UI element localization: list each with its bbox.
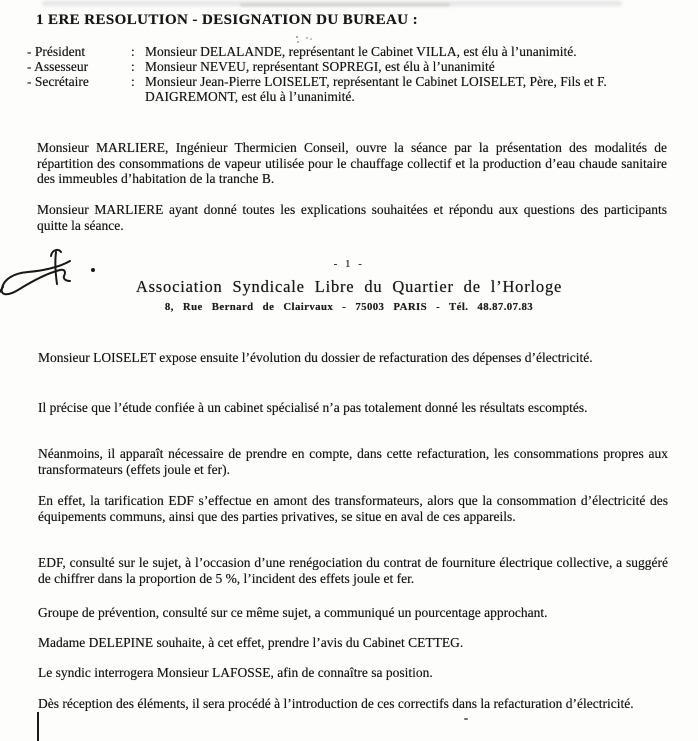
scan-stray-line-artifact (37, 712, 39, 741)
bureau-colon: : (131, 59, 135, 74)
bureau-role-text: Monsieur NEVEU, représentant SOPREGI, est élu à l’unanimité (145, 59, 495, 74)
page-number: - 1 - (333, 258, 365, 270)
scan-speck-artifact (464, 718, 468, 720)
scan-smudge-artifact (240, 3, 450, 7)
paragraph-delepine-cetteg: Madame DELEPINE souhaite, à cet effet, prendre l’avis du Cabinet CETTEG. (38, 635, 464, 650)
scan-speck-artifact (296, 36, 298, 38)
bureau-list (27, 44, 675, 104)
letterhead-organization-name: Association Syndicale Libre du Quartier de l’Horloge (135, 277, 563, 296)
bureau-role-text: Monsieur DELALANDE, représentant le Cabinet VILLA, est élu à l’unanimité. (145, 44, 577, 59)
paragraph-edf-consulte: EDF, consulté sur le sujet, à l’occasion d’une renégociation du contrat de fourniture électrique collective, a suggéré de chiffrer dans la proportion de 5 %, l’incident des effets joule et fer. (38, 555, 668, 586)
bureau-role-label: - Assesseur (27, 59, 89, 74)
resolution-title: 1 ERE RESOLUTION - DESIGNATION DU BUREAU : (36, 12, 418, 28)
paragraph-neanmoins-transformateurs: Néanmoins, il apparaît nécessaire de prendre en compte, dans cette refacturation, les consommations propres aux transformateurs (effets joule et fer). (38, 446, 668, 477)
paragraph-groupe-prevention: Groupe de prévention, consulté sur ce même sujet, a communiqué un pourcentage approchant. (38, 605, 548, 620)
bureau-role-label: - Président (27, 44, 86, 59)
paragraph-reception-elements: Dès réception des éléments, il sera procédé à l’introduction de ces correctifs dans la refacturation d’électricité. (38, 696, 634, 711)
paragraph-etude-cabinet: Il précise que l’étude confiée à un cabinet spécialisé n’a pas totalement donné les résultats escomptés. (38, 400, 588, 415)
paragraph-marliere-depart: Monsieur MARLIERE ayant donné toutes les explications souhaitées et répondu aux questions des participants quitte la séance. (37, 202, 667, 233)
bureau-colon: : (131, 44, 135, 59)
paragraph-marliere-presentation: Monsieur MARLIERE, Ingénieur Thermicien Conseil, ouvre la séance par la présentation des modalités de répartition des consommations de vapeur utilisée pour le chauffage collectif et la production d’eau chaude sanitaire des immeubles d’habitation de la tranche B. (37, 140, 667, 187)
bureau-row-assesseur (27, 59, 675, 74)
bureau-row-president (27, 44, 675, 59)
paragraph-tarification-edf: En effet, la tarification EDF s’effectue en amont des transformateurs, alors que la consommation d’électricité des équipements communs, ainsi que des parties privatives, se situe en aval de ces appareils. (38, 493, 668, 524)
bureau-role-text: Monsieur Jean-Pierre LOISELET, représentant le Cabinet LOISELET, Père, Fils et F. DAIGREMONT, est élu à l’unanimité. (145, 74, 607, 104)
paragraph-syndic-lafosse: Le syndic interrogera Monsieur LAFOSSE, afin de connaître sa position. (38, 665, 433, 680)
bureau-row-secretaire (27, 74, 675, 104)
bureau-role-label: - Secrétaire (27, 74, 89, 89)
bureau-colon: : (131, 74, 135, 89)
paragraph-loiselet-expose: Monsieur LOISELET expose ensuite l’évolution du dossier de refacturation des dépenses d’électricité. (38, 350, 593, 365)
letterhead-address: 8, Rue Bernard de Clairvaux - 75003 PARIS - Tél. 48.87.07.83 (164, 301, 534, 313)
